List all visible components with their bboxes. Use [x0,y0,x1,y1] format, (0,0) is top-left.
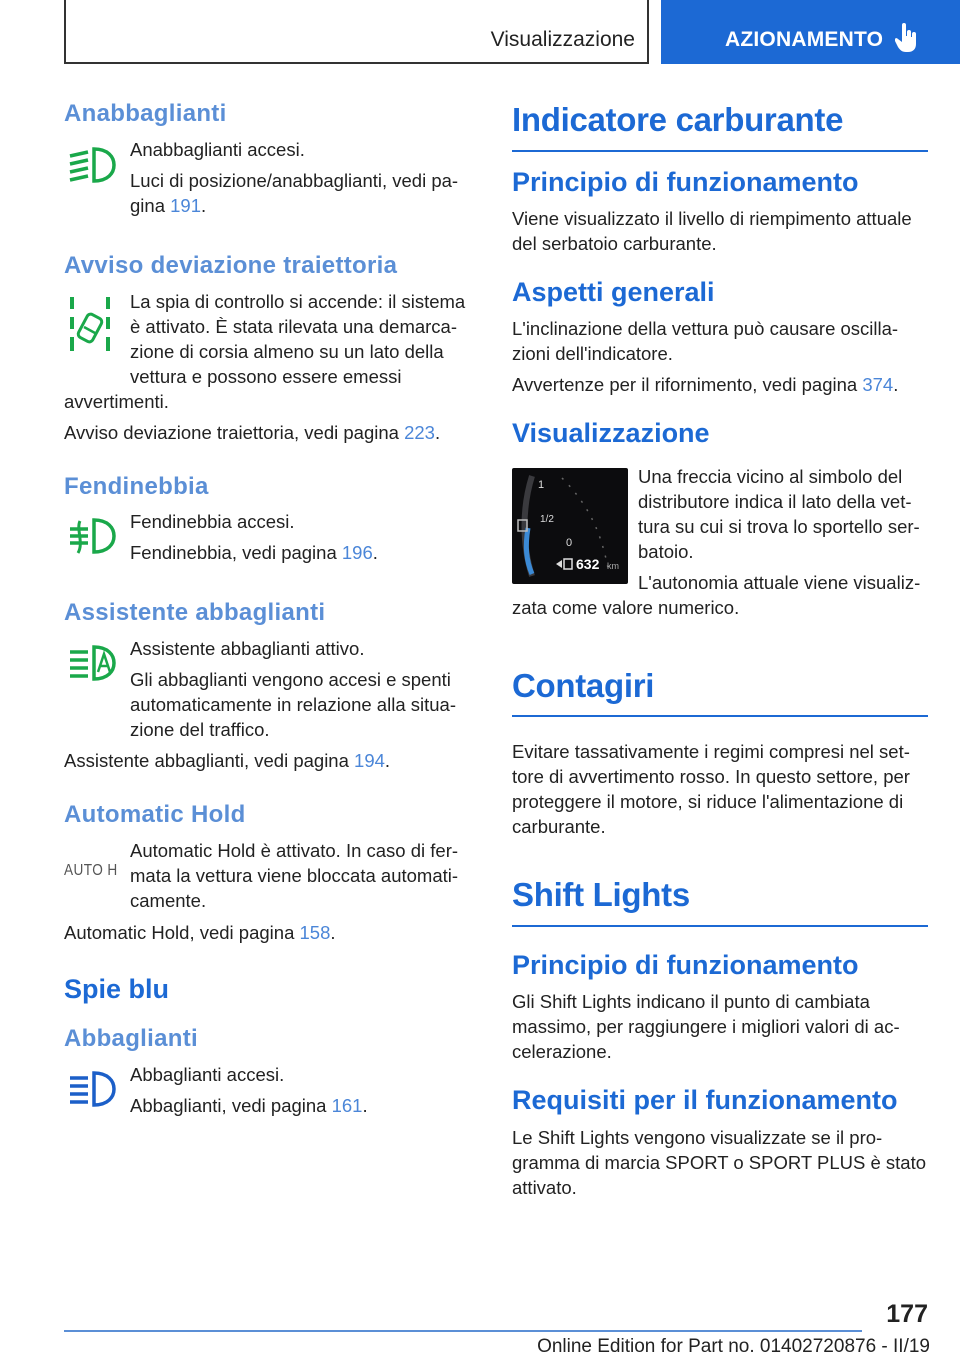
anabbaglianti-text: Anabbaglianti accesi. [130,138,305,160]
aspetti-text: L'inclinazione della vettura può causare oscilla-zioni dell'indicatore. [512,318,899,365]
aspetti-ref [512,372,928,397]
low-beam-icon [64,141,130,197]
page-link-191[interactable]: 191 [170,194,201,216]
header-section-box [64,0,649,64]
heading-shift-principio: Principio di funzionamento [512,949,859,980]
footer-divider [64,1330,862,1332]
ref-dot: . [330,921,336,943]
ref-text: Assistente abbaglianti, vedi pagina [64,750,355,772]
hold-ref [64,920,474,945]
assistente-text-1: Assistente abbaglianti attivo. [130,638,365,660]
ref-dot: . [362,1095,368,1117]
assistente-text-2: Gli abbaglianti vengono accesi e spenti automaticamente in relazione alla situa-zione del traffico. [130,669,456,741]
page-link-223[interactable]: 223 [404,421,435,443]
visualizzazione-text-2: L'autonomia attuale viene visualiz-zata come valore numerico. [512,571,921,618]
gauge-scale-low: 0 [566,536,573,549]
fuel-gauge-image [512,468,628,584]
page-link-196[interactable]: 196 [341,542,373,564]
section-hold [64,801,474,945]
heading-assistente: Assistente abbaglianti [64,599,326,627]
header-tab-azionamento[interactable] [661,0,960,64]
heading-avviso: Avviso deviazione traiettoria [64,251,398,279]
heading-indicatore-carburante: Indicatore carburante [512,100,928,152]
page-number: 177 [886,1300,928,1328]
ref-dot: . [372,542,378,564]
page-link-161[interactable]: 161 [331,1095,363,1117]
abbaglianti-text: Abbaglianti accesi. [130,1064,285,1086]
section-carburante-principio [512,166,928,256]
left-column [64,100,474,1152]
section-fendinebbia [64,473,474,572]
fuel-side-arrow-icon [556,560,562,568]
footer-edition: Online Edition for Part no. 01402720876 - II/19 [537,1336,930,1357]
carburante-principio-text: Viene visualizzato il livello di riempimento attuale del serbatoio carburante. [512,207,912,254]
ref-dot: . [434,421,441,443]
gauge-range: 632 [576,555,600,572]
auto-hold-label: AUTO H [64,861,118,879]
section-spie-blu [64,973,474,1124]
heading-carburante-principio: Principio di funzionamento [512,166,859,197]
heading-hold: Automatic Hold [64,801,246,829]
ref-text: Fendinebbia, vedi pagina [130,542,342,564]
section-avviso [64,252,474,445]
header-section-title: Visualizzazione [490,28,635,51]
section-shift-principio [512,949,928,1064]
fendinebbia-ref [130,540,474,565]
ref-text: Avvertenze per il rifornimento, vedi pagina [512,374,863,396]
ref-dot: . [384,750,391,772]
section-aspetti-generali [512,276,928,397]
heading-contagiri: Contagiri [512,666,928,718]
abbaglianti-ref [130,1093,474,1118]
heading-visualizzazione: Visualizzazione [512,418,710,449]
section-assistente [64,599,474,773]
page-link-374[interactable]: 374 [862,374,894,396]
ref-dot: . [893,374,899,396]
gauge-scale-mid: 1/2 [540,513,554,525]
hold-text: Automatic Hold è attivato. In caso di fer-mata la vettura viene bloccata automati-camente. [130,839,459,911]
high-beam-icon [64,1066,130,1122]
visualizzazione-text-1: Una freccia vicino al simbolo del distributore indica il lato della vet-tura su cui si trova lo sportello ser-batoio. [638,465,920,562]
hand-pointer-icon [895,23,917,53]
page-link-158[interactable]: 158 [299,921,331,943]
assistente-ref [64,748,474,773]
shift-principio-text: Gli Shift Lights indicano il punto di cambiata massimo, per raggiungere i migliori valori di ac-celerazione. [512,991,900,1063]
heading-shift-lights: Shift Lights [512,875,928,927]
heading-fendinebbia: Fendinebbia [64,472,209,500]
ref-dot: . [201,194,207,216]
section-shift-requisiti [512,1084,928,1199]
gauge-unit: km [607,560,619,571]
gauge-scale-top: 1 [538,478,545,491]
heading-spie-blu: Spie blu [64,973,170,1004]
shift-requisiti-text: Le Shift Lights vengono visualizzate se il pro-gramma di marcia SPORT o SPORT PLUS è stato attivato. [512,1126,927,1198]
header-tab-label: AZIONAMENTO [725,28,884,51]
avviso-ref [64,420,474,445]
heading-aspetti-generali: Aspetti generali [512,276,715,307]
section-visualizzazione [512,417,928,625]
ref-text: Automatic Hold, vedi pagina [64,921,300,943]
lane-departure-icon [64,293,130,371]
auto-hold-icon [64,842,130,920]
fog-light-icon [64,513,130,569]
heading-shift-requisiti: Requisiti per il funzionamento [512,1085,898,1116]
anabbaglianti-ref [130,168,474,218]
high-beam-assistant-icon [64,640,130,718]
fendinebbia-text: Fendinebbia accesi. [130,511,295,533]
section-contagiri [512,739,928,839]
contagiri-text: Evitare tassativamente i regimi compresi nel set-tore di avvertimento rosso. In questo settore, per proteggere il motore, si riduce l'alimentazione di carburante. [512,741,910,838]
heading-anabbaglianti: Anabbaglianti [64,100,227,127]
heading-abbaglianti: Abbaglianti [64,1025,198,1053]
ref-text: Abbaglianti, vedi pagina [130,1095,332,1117]
avviso-text: La spia di controllo si accende: il sistema è attivato. È stata rilevata una demarca-zione di corsia almeno su un lato della vettura e possono essere emessi avvertimenti. [64,290,466,412]
section-anabbaglianti [64,100,474,224]
ref-text: Luci di posizione/anabbaglianti, vedi pa-gina [130,169,459,216]
page-link-194[interactable]: 194 [354,750,385,772]
right-column [512,100,928,1226]
ref-text: Avviso deviazione traiettoria, vedi pagina [64,421,405,443]
